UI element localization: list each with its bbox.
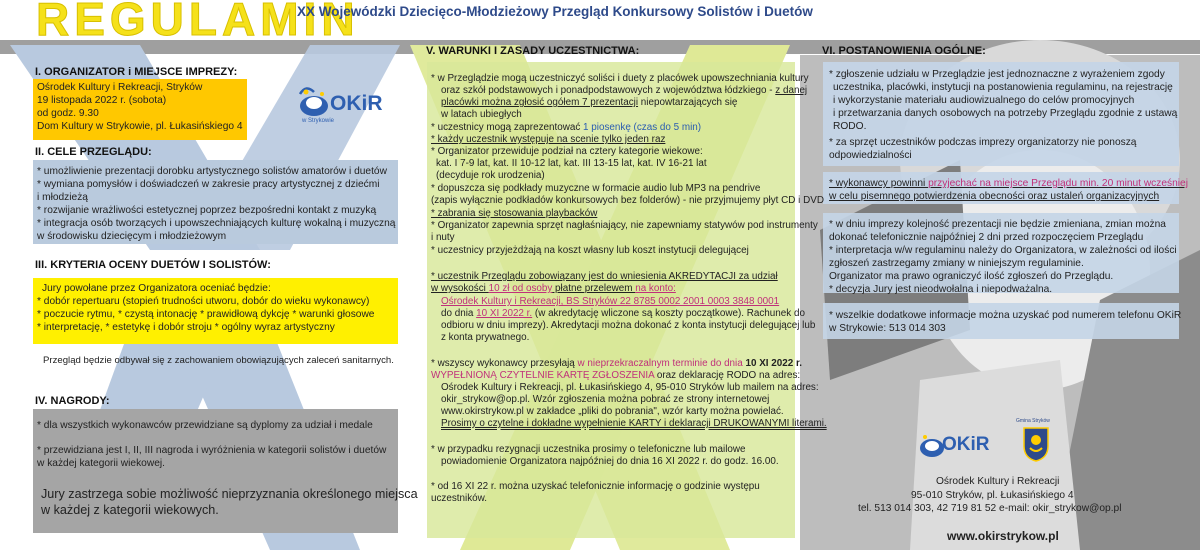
application-line: Prosimy o czytelne i dokładne wypełnienie KARTY i deklaracji DRUKOWANYMI literami. <box>441 418 827 429</box>
page-subtitle: XX Wojewódzki Dziecięco-Młodzieżowy Przegląd Konkursowy Solistów i Duetów <box>297 4 813 19</box>
section1-heading: I. ORGANIZATOR i MIEJSCE IMPREZY: <box>35 66 238 78</box>
okir-footer-logo <box>916 428 996 468</box>
goals-line: * integracja osób tworzących i upowszechniających kulturę wokalną i muzyczną <box>37 218 396 229</box>
conditions-line: * uczestnicy mogą zaprezentować 1 piosenkę (czas do 5 min) <box>431 122 702 133</box>
application-line: www.okirstrykow.pl w zakładce „pliki do pobrania", wzór karty można powielać. <box>441 406 784 417</box>
conditions-line: (zapis wyłącznie podkładów konkursowych bez folderów) - nie przyjmujemy płyt CD i DVD <box>431 195 824 206</box>
general-line: RODO. <box>833 121 867 132</box>
accreditation-line: odbioru w dniu imprezy). Akredytacji można dokonać z konta instytucji delegującej lub <box>441 320 816 331</box>
okir-logo <box>292 78 382 130</box>
criteria-line: Jury powołane przez Organizatora oceniać będzie: <box>42 283 271 294</box>
awards-line: * dla wszystkich wykonawców przewidziane są dyplomy za udział i medale <box>37 420 373 431</box>
okir-footer-logo-text: OKiR <box>942 434 990 455</box>
organizer-line: od godz. 9.30 <box>37 108 99 119</box>
resignation-line: powiadomienie Organizatora najpóźniej do dnia 16 XI 2022 r. do godz. 16.00. <box>441 456 779 467</box>
goals-line: * umożliwienie prezentacji dorobku artystycznego solistów amatorów i duetów <box>37 166 387 177</box>
general-line: * w dniu imprezy kolejność prezentacji nie będzie zmieniana, zmian można <box>829 219 1166 230</box>
general-line: * interpretacja w/w regulaminu należy do Organizatora, w zależności od ilości <box>829 245 1177 256</box>
conditions-line: i nuty <box>431 232 455 243</box>
general-line: i przetwarzania danych osobowych na potrzeby Przeglądu zgodnie z ustawą <box>833 108 1178 119</box>
general-line: * za sprzęt uczestników podczas imprezy organizatorzy nie ponoszą <box>829 137 1137 148</box>
organizer-line: Ośrodek Kultury i Rekreacji, Stryków <box>37 82 203 93</box>
bank-account: Ośrodek Kultury i Rekreacji, BS Stryków 22 8785 0002 2001 0003 3848 0001 <box>441 296 780 307</box>
schedule-line: uczestników. <box>431 493 487 504</box>
conditions-line: * w Przeglądzie mogą uczestniczyć soliści i duety z placówek upowszechniania kultury <box>431 73 809 84</box>
footer-org: Ośrodek Kultury i Rekreacji <box>936 476 1060 487</box>
general-line: * decyzja Jury jest nieodwołalna i niepodważalna. <box>829 284 1053 295</box>
general-line: zgłoszeń zastrzegamy zmiany w niniejszym regulaminie. <box>829 258 1084 269</box>
awards-jury-note: Jury zastrzega sobie możliwość nieprzyznania określonego miejsca <box>41 487 418 501</box>
organizer-line: Dom Kultury w Strykowie, pl. Łukasińskiego 4 <box>37 121 243 132</box>
conditions-line: * uczestnicy przyjeżdżają na koszt własny lub koszt instytucji delegującej <box>431 245 749 256</box>
gmina-crest-label: Gmina Stryków <box>1016 418 1050 424</box>
section2-heading: II. CELE PRZEGLĄDU: <box>35 146 152 158</box>
awards-line: w każdej kategorii wiekowej. <box>37 458 165 469</box>
general-line: dokonać telefonicznie najpóźniej 2 dni przed rozpoczęciem Przeglądu <box>829 232 1144 243</box>
conditions-line: oraz szkół podstawowych i ponadpodstawowych z województwa łódzkiego - z danej <box>441 85 808 96</box>
application-line: WYPEŁNIONĄ CZYTELNIE KARTĘ ZGŁOSZENIA oraz deklarację RODO na adres: <box>431 370 801 381</box>
goals-line: i młodzieżą <box>37 192 88 203</box>
application-line: okir_strykow@op.pl. Wzór zgłoszenia można pobrać ze strony internetowej <box>441 394 770 405</box>
section6-heading: VI. POSTANOWIENIA OGÓLNE: <box>822 45 986 57</box>
conditions-line: * każdy uczestnik występuje na scenie tylko jeden raz <box>431 134 666 145</box>
footer-contact: tel. 513 014 303, 42 719 81 52 e-mail: okir_strykow@op.pl <box>858 503 1122 514</box>
section4-heading: IV. NAGRODY: <box>35 395 110 407</box>
application-line: * wszyscy wykonawcy przesyłają w nieprzekraczalnym terminie do dnia 10 XI 2022 r. <box>431 358 803 369</box>
schedule-line: * od 16 XI 22 r. można uzyskać telefonicznie informację o godzinie występu <box>431 481 760 492</box>
footer-address: 95-010 Stryków, pl. Łukasińskiego 4 <box>911 490 1074 501</box>
footer-website: www.okirstrykow.pl <box>947 529 1059 543</box>
conditions-line: * dopuszcza się podkłady muzyczne w formacie audio lub MP3 na pendrive <box>431 183 761 194</box>
criteria-line: * interpretację, * estetykę i dobór stroju * ogólny wyraz artystyczny <box>37 322 335 333</box>
gmina-crest <box>1016 418 1056 468</box>
arrival-line: w celu pisemnego potwierdzenia obecności oraz ustaleń organizacyjnych <box>829 191 1160 202</box>
section5-heading: V. WARUNKI I ZASADY UCZESTNICTWA: <box>426 45 640 57</box>
general-line: odpowiedzialności <box>829 150 912 161</box>
okir-logo-subtext: w Strykowie <box>302 118 335 124</box>
accreditation-line: do dnia 10 XI 2022 r. (w akredytację wliczone są koszty początkowe). Rachunek do <box>441 308 805 319</box>
application-line: Ośrodek Kultury i Rekreacji, pl. Łukasińskiego 4, 95-010 Stryków lub mailem na adres: <box>441 382 819 393</box>
sanitary-note: Przegląd będzie odbywał się z zachowaniem obowiązujących zaleceń sanitarnych. <box>43 355 394 366</box>
conditions-line: placówki można zgłosić ogółem 7 prezentacji niepowtarzających się <box>441 97 738 108</box>
section3-heading: III. KRYTERIA OCENY DUETÓW I SOLISTÓW: <box>35 259 271 271</box>
criteria-line: * dobór repertuaru (stopień trudności utworu, dobór do wieku wykonawcy) <box>37 296 370 307</box>
accreditation-line: w wysokości 10 zł od osoby płatne przelewem na konto: <box>431 283 676 294</box>
crest-icon <box>1022 426 1050 462</box>
general-line: i wykorzystanie materiału audiowizualnego do celów promocyjnych <box>833 95 1135 106</box>
goals-line: w środowisku dziecięcym i młodzieżowym <box>37 231 227 242</box>
goals-line: * rozwijanie wrażliwości estetycznej poprzez bezpośredni kontakt z muzyką <box>37 205 377 216</box>
conditions-line: * zabrania się stosowania playbacków <box>431 208 598 219</box>
page-title: REGULAMIN <box>36 0 360 45</box>
organizer-line: 19 listopada 2022 r. (sobota) <box>37 95 167 106</box>
goals-line: * wymiana pomysłów i doświadczeń w zakresie pracy artystycznej z dziećmi <box>37 179 380 190</box>
conditions-line: (decyduje rok urodzenia) <box>436 170 545 181</box>
accreditation-line: z konta prywatnego. <box>441 332 530 343</box>
awards-jury-note: w każdej z kategorii wiekowych. <box>41 503 219 517</box>
conditions-line: * Organizator zapewnia sprzęt nagłaśniający, nie zapewniamy statywów pod instrumenty <box>431 220 818 231</box>
arrival-line: * wykonawcy powinni przyjechać na miejsce Przeglądu min. 20 minut wcześniej <box>829 178 1188 189</box>
conditions-line: kat. I 7-9 lat, kat. II 10-12 lat, kat. III 13-15 lat, kat. IV 16-21 lat <box>436 158 707 169</box>
general-line: uczestnika, placówki, instytucji na postanowienia regulaminu, na rejestrację <box>833 82 1173 93</box>
general-line: Organizator ma prawo ograniczyć ilość zgłoszeń do Przeglądu. <box>829 271 1114 282</box>
general-line: * zgłoszenie udziału w Przeglądzie jest jednoznaczne z wyrażeniem zgody <box>829 69 1165 80</box>
general-line: * wszelkie dodatkowe informacje można uzyskać pod numerem telefonu OKiR <box>829 310 1182 321</box>
accreditation-line: * uczestnik Przeglądu zobowiązany jest do wniesienia AKREDYTACJI za udział <box>431 271 778 282</box>
criteria-line: * poczucie rytmu, * czystą intonację * prawidłową dykcję * warunki głosowe <box>37 309 375 320</box>
general-line: w Strykowie: 513 014 303 <box>829 323 946 334</box>
awards-line: * przewidziana jest I, II, III nagroda i wyróżnienia w kategorii solistów i duetów <box>37 445 387 456</box>
conditions-line: * Organizator przewiduje podział na cztery kategorie wiekowe: <box>431 146 703 157</box>
resignation-line: * w przypadku rezygnacji uczestnika prosimy o telefoniczne lub mailowe <box>431 444 746 455</box>
conditions-line: w latach ubiegłych <box>441 109 522 120</box>
okir-logo-text: OKiR <box>330 92 383 115</box>
